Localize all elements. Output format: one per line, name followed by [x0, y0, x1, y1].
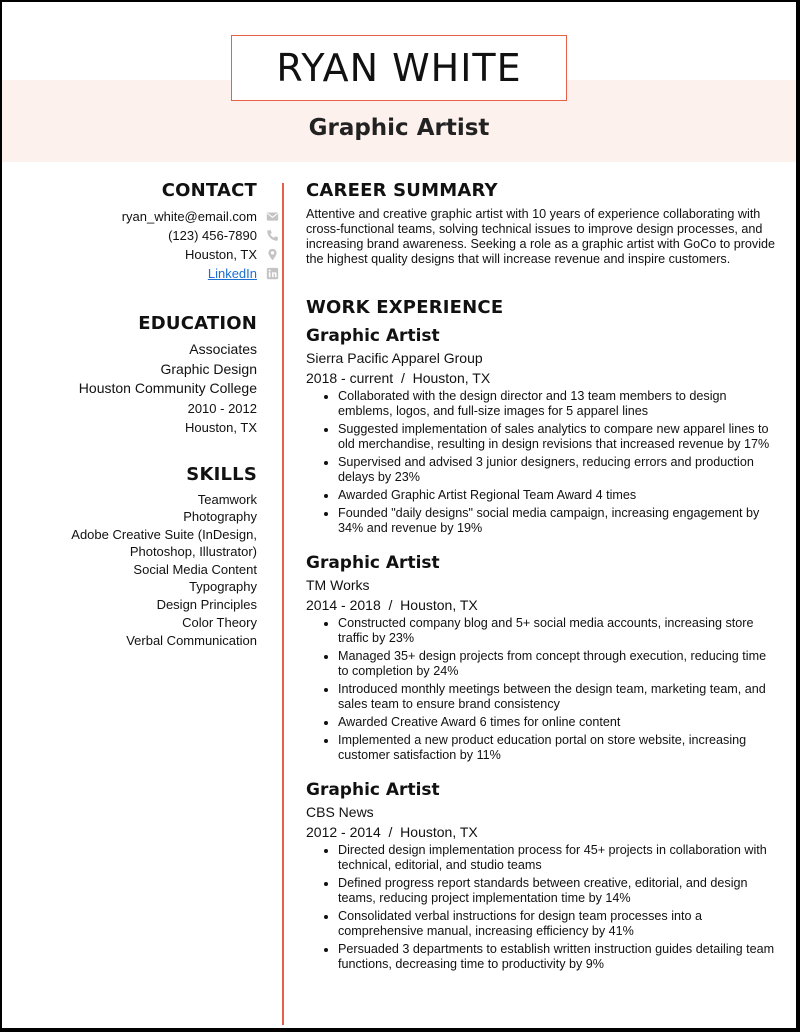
candidate-title: Graphic Artist: [308, 115, 490, 141]
education-field: Graphic Design: [160, 360, 257, 377]
contact-location-text: Houston, TX: [184, 247, 257, 262]
name-box: [231, 35, 567, 101]
skill-item: Verbal Communication: [126, 632, 257, 648]
education-section: [22, 313, 257, 437]
job-company: TM Works: [306, 577, 370, 593]
experience-section: [306, 297, 776, 972]
linkedin-link[interactable]: LinkedIn: [207, 266, 257, 281]
list-item: • Suggested implementation of sales analytics to compare new apparel lines to old merchandise, resulting in design revisions that increased revenue by 17%: [338, 422, 776, 452]
contact-phone-text: (123) 456-7890: [168, 228, 257, 243]
left-column: [22, 180, 257, 650]
contact-phone: [22, 226, 257, 245]
skill-item: Adobe Creative Suite (InDesign,: [71, 527, 257, 543]
education-degree: Associates: [189, 341, 257, 357]
education-years: 2010 - 2012: [187, 400, 257, 416]
experience-heading: WORK EXPERIENCE: [306, 297, 504, 318]
linkedin-icon: [266, 267, 279, 280]
job-company: CBS News: [306, 804, 374, 820]
resume-page: [2, 2, 796, 1028]
summary-text: Attentive and creative graphic artist with 10 years of experience collaborating with cross-functional teams, solving technical issues to improve design processes, and increasing brand awareness. Seeking a role as a graphic artist with GoCo to provide the highest quality designs that will increase revenue and inspire customers.: [306, 207, 776, 266]
contact-linkedin: [22, 264, 257, 283]
list-item: • Founded "daily designs" social media campaign, increasing engagement by 34% and revenue by 19%: [338, 506, 776, 536]
job-dates: 2018 - current / Houston, TX: [306, 370, 491, 386]
list-item: • Constructed company blog and 5+ social media accounts, increasing store traffic by 23%: [338, 616, 776, 646]
job-title: Graphic Artist: [306, 553, 440, 573]
list-item: • Supervised and advised 3 junior designers, reducing errors and production delays by 23%: [338, 455, 776, 485]
list-item: • Introduced monthly meetings between the design team, marketing team, and sales team to ensure brand consistency: [338, 682, 776, 712]
skill-item: Typography: [189, 579, 257, 595]
skill-item: Design Principles: [156, 597, 257, 613]
job-entry: [306, 326, 776, 536]
skills-section: [22, 464, 257, 650]
job-entry: [306, 780, 776, 972]
job-bullets: [306, 616, 776, 763]
contact-heading: CONTACT: [161, 180, 257, 201]
job-company: Sierra Pacific Apparel Group: [306, 350, 483, 366]
summary-heading: CAREER SUMMARY: [306, 180, 498, 201]
list-item: • Directed design implementation process for 45+ projects in collaboration with technical, editorial, and studio teams: [338, 843, 776, 873]
skills-heading: SKILLS: [186, 463, 257, 485]
list-item: • Managed 35+ design projects from concept through execution, reducing time to completion by 24%: [338, 649, 776, 679]
list-item: • Awarded Graphic Artist Regional Team Award 4 times: [338, 488, 776, 503]
summary-section: [306, 180, 776, 267]
list-item: • Implemented a new product education portal on store website, increasing customer satisfaction by 11%: [338, 733, 776, 763]
list-item: • Persuaded 3 departments to establish written instruction guides detailing team functions, decreasing time to productivity by 9%: [338, 942, 776, 972]
mail-icon: [266, 210, 279, 223]
education-location: Houston, TX: [184, 419, 257, 435]
skill-item: Teamwork: [197, 491, 257, 507]
job-entry: [306, 553, 776, 763]
job-dates: 2012 - 2014 / Houston, TX: [306, 824, 478, 840]
skill-item: Color Theory: [182, 615, 257, 631]
education-heading: EDUCATION: [138, 313, 257, 334]
contact-email: [22, 207, 257, 226]
skill-item: Social Media Content: [133, 561, 257, 577]
contact-email-text: ryan_white@email.com: [121, 209, 257, 224]
education-school: Houston Community College: [78, 380, 257, 396]
skill-item: Photography: [183, 509, 257, 525]
contact-section: [22, 180, 257, 283]
list-item: • Collaborated with the design director and 13 team members to design emblems, logos, and full-size images for 5 apparel lines: [338, 389, 776, 419]
phone-icon: [266, 229, 279, 242]
list-item: • Awarded Creative Award 6 times for online content: [338, 715, 776, 730]
contact-location: [22, 245, 257, 264]
candidate-name: RYAN WHITE: [276, 46, 522, 90]
list-item: • Defined progress report standards between creative, editorial, and design teams, reducing project implementation time by 14%: [338, 876, 776, 906]
job-title: Graphic Artist: [306, 326, 440, 346]
job-bullets: [306, 843, 776, 972]
list-item: • Consolidated verbal instructions for design team processes into a comprehensive manual, increasing efficiency by 41%: [338, 909, 776, 939]
right-column: [306, 180, 776, 975]
job-dates: 2014 - 2018 / Houston, TX: [306, 597, 478, 613]
column-divider: [282, 183, 284, 1025]
job-title: Graphic Artist: [306, 780, 440, 800]
job-bullets: [306, 389, 776, 536]
skill-item: Photoshop, Illustrator): [129, 543, 257, 559]
location-pin-icon: [266, 248, 279, 261]
